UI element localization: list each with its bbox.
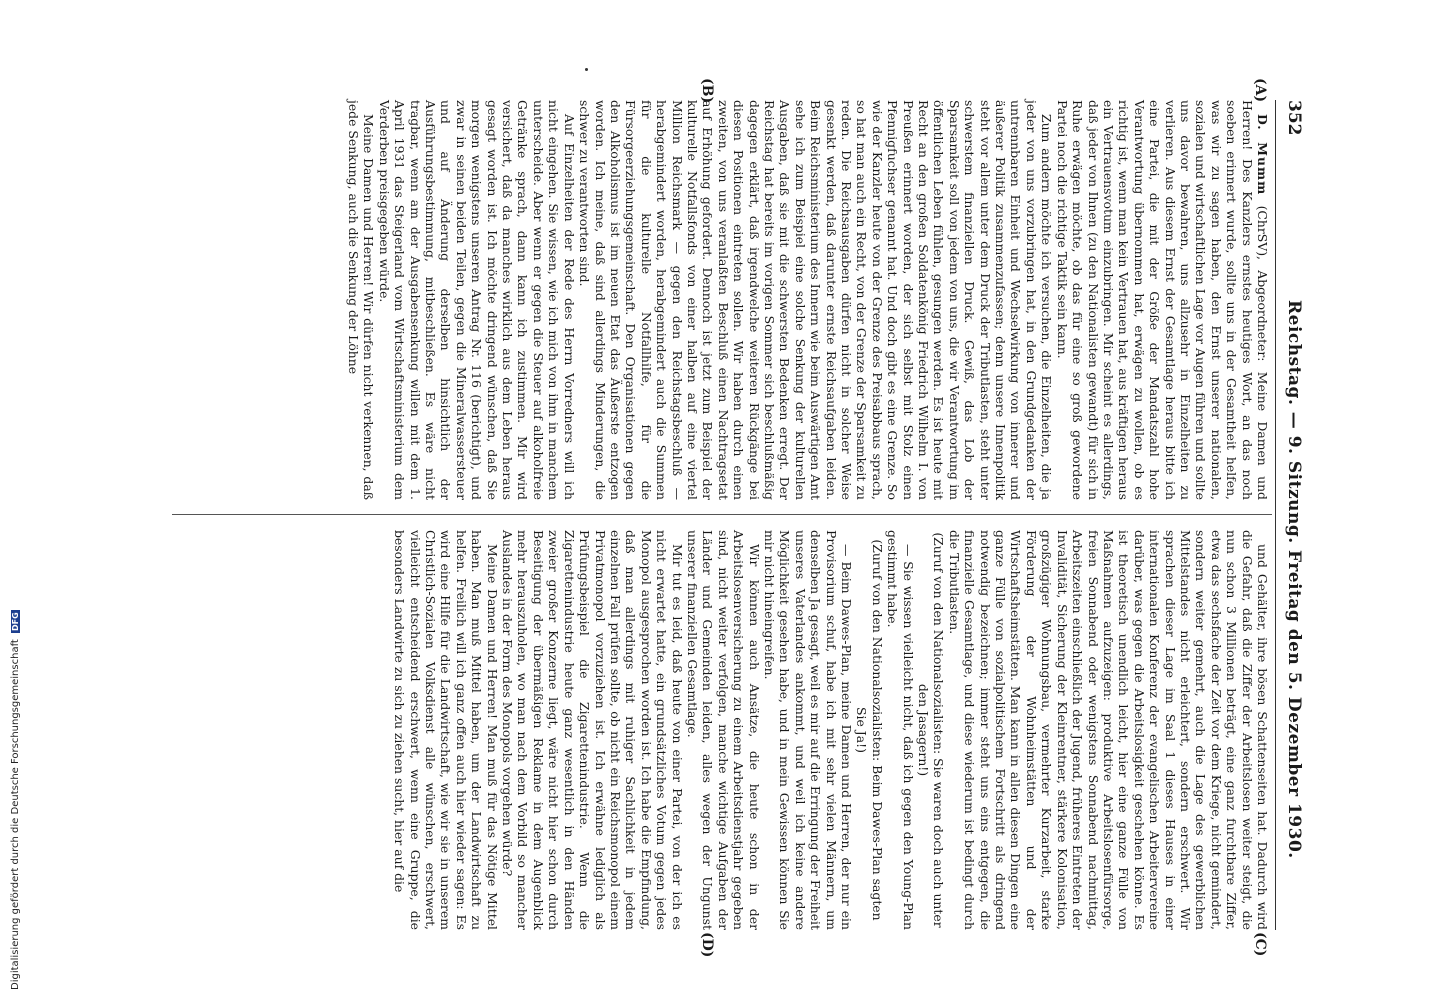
paragraph: Meine Damen und Herren! Man muß für das Nötige Mittel haben. Man muß Mittel haben, um der Landwirtschaft zu helfen. Freilich will ich ganz offen auch hier wieder sagen: Es wird eine Hilfe für die Landwirtschaft, wie wir sie in unserem Christlich-Sozialen Volksdienst alle wünschen, erschwert, vielleicht entscheidend erschwert, wenn eine Gruppe, die besonders Landwirte zu sich zu ziehen sucht, hier auf die <box>392 530 500 930</box>
interjection: (Zuruf von den Nationalsozialisten: Beim Dawes-Plan sagten Sie Ja!) <box>854 539 885 921</box>
running-head: Reichstag. — 9. Sitzung. Freitag den 5. Dezember 1930. <box>1284 300 1304 859</box>
digitization-credit <box>10 610 21 990</box>
margin-marker-b: (B) <box>699 78 715 104</box>
paragraph <box>1054 100 1270 500</box>
dfg-logo: DFG <box>11 612 20 631</box>
interjection: (Zuruf von den Nationalsozialisten: Sie waren doch auch unter den Jasagern!) <box>916 532 947 928</box>
paragraph: — Sie wissen vielleicht nicht, daß ich gegen den Young-Plan gestimmt habe. <box>885 530 916 930</box>
right-column <box>392 530 1270 930</box>
scan-speck <box>585 68 588 71</box>
margin-marker-d: (D) <box>699 932 715 958</box>
paragraph: Wir können auch Ansätze, die heute schon in der Arbeitslosenversicherung zu einem Arbeitsdienstjahr gegeben sind, nicht weiter verfolgen, manche wichtige Aufgaben der Länder und Gemeinden leiden, alles wegen der Ungunst unserer finanziellen Gesamtlage. <box>684 530 762 930</box>
header-rule <box>1275 100 1276 930</box>
paragraph: Mir tut es leid, daß heute von einer Partei, von der ich es nicht erwartet hatte, ein grundsätzliches Votum gegen jedes Monopol ausgesprochen worden ist. Ich habe die Empfindung, daß man allerdings mit ruhiger Sachlichkeit in jedem einzelnen Fall prüfen sollte, ob nicht ein Reichsmonopol einem Privatmonopol vorzuziehen ist. Ich erwähne lediglich als Prüfungsbeispiel die Zigarettenindustrie. Wenn die Zigarettenindustrie heute ganz wesentlich in den Händen zweier großer Konzerne liegt, wäre nicht hier schon durch Beseitigung der übermäßigen Reklame in dem Augenblick mehr herauszuholen, wo man nach dem Vorbild so mancher Auslandes in der Form des Monopols vorgehen würde? <box>500 530 685 930</box>
page-header <box>1276 100 1306 930</box>
margin-marker-c: (C) <box>1252 932 1268 957</box>
paragraph: Meine Damen und Herren! Wir dürfen nicht verkennen, daß jede Senkung, auch die Senkung der Löhne <box>346 100 377 500</box>
speaker-name: D. Mumm <box>1255 114 1270 196</box>
page-number: 352 <box>1284 100 1304 136</box>
margin-marker-a: (A) <box>1252 78 1268 103</box>
column-divider <box>172 514 1272 515</box>
paragraph: Zum andern möchte ich versuchen, die Einzelheiten, die ja jeder von uns vorzubringen hat, in den Grundgedanken der untrennbaren Einheit und Wechselwirkung von innerer und äußerer Politik zusammenzufassen; denn unsere Innenpolitik steht vor allem unter dem Druck der Tributlasten, steht unter schwerstem finanziellen Druck. Gewiß, das Lob der Sparsamkeit soll von jedem von uns, die wir Verantwortung im öffentlichen Leben fühlen, gesungen werden. Es ist heute mit Recht an den großen Soldatenkönig Friedrich Wilhelm I. von Preußen erinnert worden, der sich selbst mit Stolz einen Pfennigfuchser genannt hat. Und doch gibt es eine Grenze. So wie der Kanzler heute von der Grenze des Preisabbaus sprach, so hat man auch ein Recht, von der Grenze der Sparsamkeit zu reden. Die Reichsausgaben dürfen nicht in solcher Weise gesenkt werden, daß darunter ernste Reichsaufgaben leiden. Beim Reichsministerium des Innern wie beim Auswärtigen Amt sehe ich zum Beispiel eine solche Senkung der kulturellen Ausgaben, daß sie mit die schwersten Bedenken erregt. Der Reichstag hat bereits im vorigen Sommer sich beschlußmäßig dagegen erklärt, daß irgendwelche weiteren Rückgänge bei diesen Positionen eintreten sollen. Wir haben durch einen zweiten, von uns veranlaßten Beschluß einen Nachtragsetat auf Erhöhung gefordert. Dennoch ist jetzt zum Beispiel der kulturelle Notfallsfonds von einer halben auf eine viertel Million Reichsmark — gegen den Reichstagsbeschluß — herabgemindert worden, herabgemindert auch die Summen für die kulturelle Notfallhilfe, für die Fürsorgeerziehungsgemeinschaft. Den Organisationen gegen den Alkoholismus ist im neuen Etat das Äußerste entzogen worden. Ich meine, daß sind allerdings Minderungen, die schwer zu verantworten sind. <box>577 100 1055 500</box>
paragraph: und Gehälter, ihre bösen Schattenseiten hat. Dadurch wird die Gefahr, daß die Ziffer der Arbeitslosen weiter steigt, die nun schon 3 Millionen beträgt, eine ganz furchtbare Ziffer, etwa das sechsfache der Zeit vor dem Kriege, nicht gemindert, sondern weiter gemehrt, auch die Lage des gewerblichen Mittelstandes nicht erleichtert, sondern erschwert. Wir sprachen dieser Lage im Saal 1 dieses Hauses in einer internationalen Konferenz der evangelischen Arbeitervereine darüber, was gegen die Arbeitslosigkeit geschehen könne. Es ist theoretisch unendlich leicht, hier eine ganze Fülle von Maßnahmen aufzuzeigen: produktive Arbeitslosenfürsorge, freien Sonnabend oder wenigstens Sonnabend nachmittag, Arbeitszeiten einschließlich der Jugend, früheres Eintreten der Invalidität, Sicherung der Kleinrentner, stärkere Kolonisation, großzügiger Wohnungsbau, vermehrter Kurzarbeit, starke Förderung der Wohnheimstätten und der Wirtschaftsheimstätten. Man kann in allen diesen Dingen eine ganze Fülle von sozialpolitischem Fortschritt als dringend notwendig bezeichnen; immer steht uns eins entgegen, die finanzielle Gesamtlage, und diese wiederum ist bedingt durch die Tributlasten. <box>946 530 1270 930</box>
paragraph-text: (ChrSV), Abgeordneter: Meine Damen und Herren! Des Kanzlers ernstes heutiges Wort, an das noch soeben erinnert wurde, sollte uns in der Gesamtheit helfen, was wir zu sagen haben, den Ernst unserer nationalen, sozialen und wirtschaftlichen Lage vor Augen führen und sollte uns davor bewahren, uns allzusehr in Einzelheiten zu verlieren. Aus diesem Ernst der Gesamtlage heraus bitte ich eine Partei, die mit der Größe der Mandatszahl hohe Verantwortung übernommen hat, erwägen zu wollen, ob es richtig ist, wenn man kein Vertrauen hat, aus kräftigen heraus ein Vertrauensvotum einzubringen. Mir scheint es allerdings, daß jeder von Ihnen (zu den Nationalisten gewandt) für sich in Ruhe erwägen möchte, ob das für eine so groß gewordene Partei noch die richtige Taktik sein kann. <box>1054 100 1270 500</box>
document-page <box>110 78 1310 958</box>
paragraph: Auf Einzelheiten der Rede des Herrn Vorredners will ich nicht eingehen. Sie wissen, wie ich mich von ihm in manchem unterscheide. Aber wenn er gegen die Steuer auf alkoholfreie Getränke sprach, dann kann ich zustimmen. Mir wird versichert, daß da manches wirklich aus dem Leben heraus gesagt worden ist. Ich möchte dringend wünschen, daß Sie morgen wenigstens unseren Antrag Nr. 116 (berichtigt), und zwar in seinen beiden Teilen, gegen die Mineralwassersteuer und auf Änderung derselben hinsichtlich der Ausführungsbestimmung, mitbeschließen. Es wäre nicht tragbar, wenn am der Ausgabensenkung willen mit dem 1. April 1931 das Steigerland vom Wirtschaftsministerium dem Verderben preisgegeben würde. <box>376 100 577 500</box>
credit-text: Digitalisierung gefördert durch die Deutsche Forschungsgemeinschaft <box>10 639 21 990</box>
paragraph: — Beim Dawes-Plan, meine Damen und Herren, der nur ein Provisorium schuf, habe ich mit sehr vielen Männern, um denselben Ja gesagt, weil es mir auf die Erringung der Freiheit unseres Vaterlandes ankommt, und weil ich keine andere Möglichkeit gesehen habe, und in mein Gewissen können Sie mir nicht hineingreifen. <box>762 530 855 930</box>
left-column <box>346 100 1270 500</box>
